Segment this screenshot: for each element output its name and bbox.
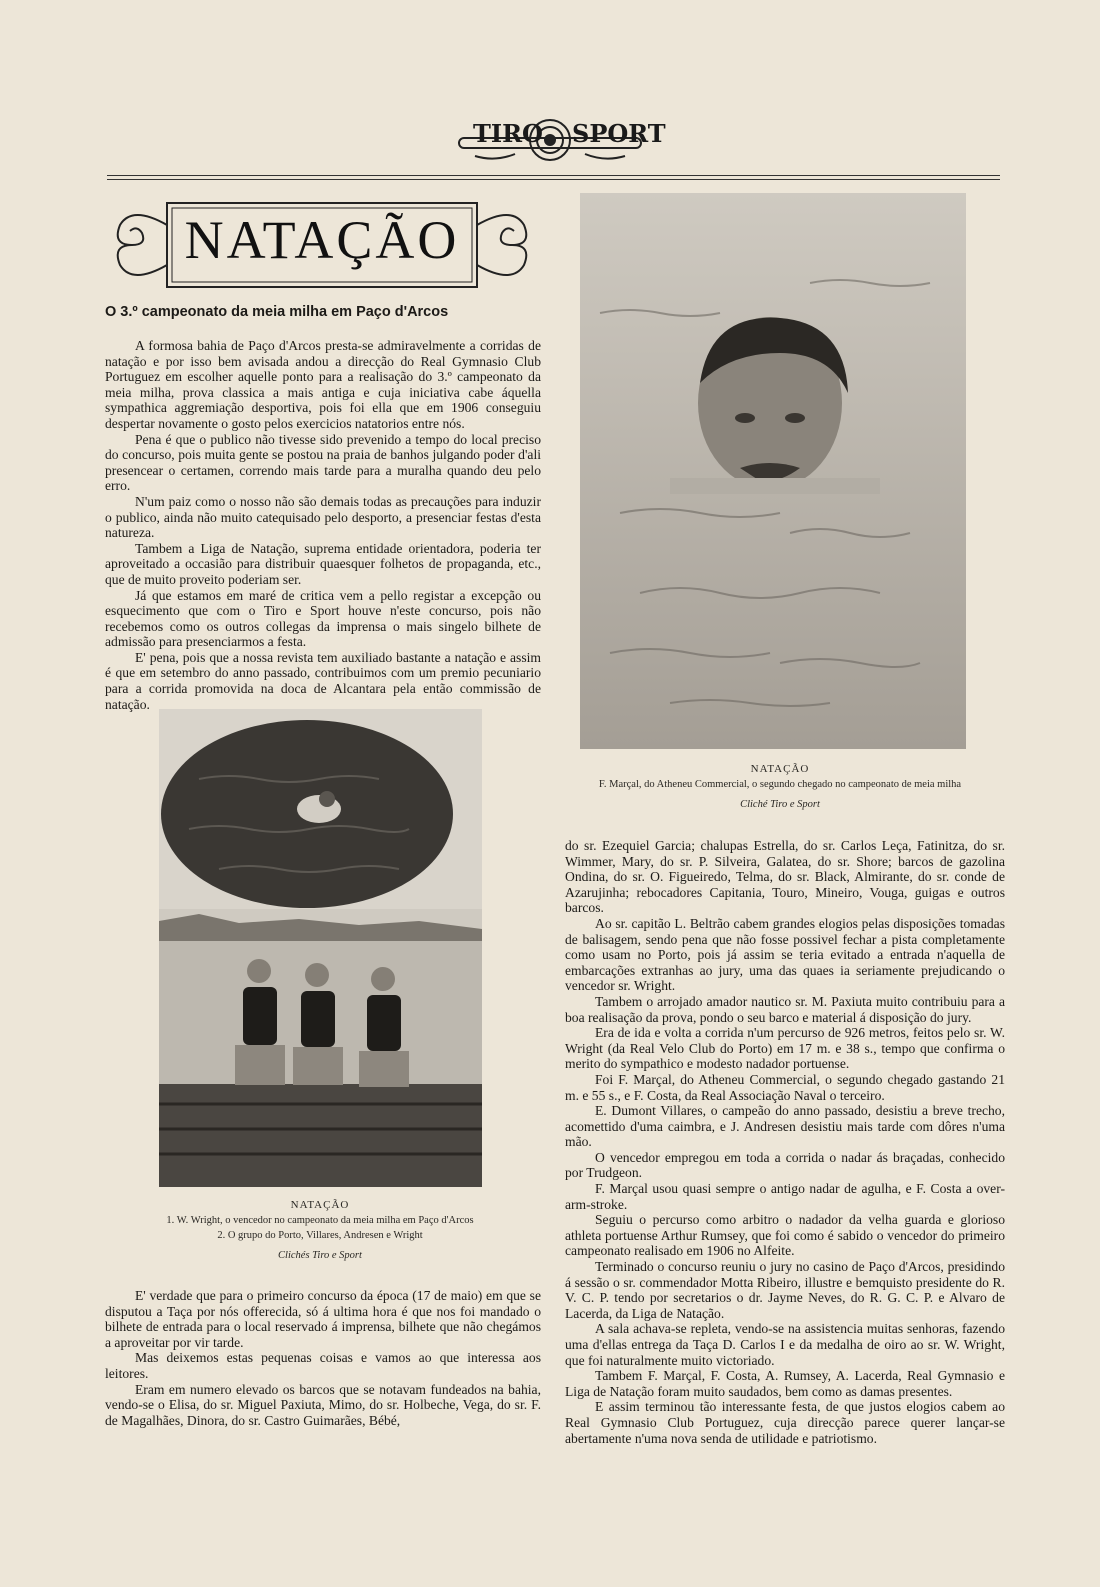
paragraph: Tambem F. Marçal, F. Costa, A. Rumsey, A. Lacerda, Real Gymnasio e Liga de Natação foram muito saudados, bem como as damas presentes. xyxy=(565,1368,1005,1399)
section-title-frame xyxy=(112,195,532,295)
caption-text: 2. O grupo do Porto, Villares, Andresen e Wright xyxy=(217,1230,423,1241)
paragraph: Pena é que o publico não tivesse sido prevenido a tempo do local preciso do concurso, pois muita gente se postou na praia de banhos julgando poder d'ali presencear o certamen, correndo mais tarde para a muralha quando deu pelo erro. xyxy=(105,431,541,494)
paragraph: E' verdade que para o primeiro concurso da época (17 de maio) em que se disputou a Taça por nós offerecida, só á ultima hora é que nos foi mandado o bilhete de entrada para o local reservado á imprensa, bilhete que não chegámos a aproveitar por vir tarde. xyxy=(105,1288,541,1350)
header-rule xyxy=(107,179,1000,180)
tiro-sport-logo xyxy=(455,110,666,172)
paragraph: A sala achava-se repleta, vendo-se na assistencia muitas senhoras, fazendo uma d'ellas entrega da Taça D. Carlos I e da medalha de oiro ao sr. W. Wright, que foi naturalmente muito victoriado. xyxy=(565,1321,1005,1368)
paragraph: do sr. Ezequiel Garcia; chalupas Estrella, do sr. Carlos Leça, Fatinitza, do sr. Wimmer, Mary, do sr. P. Silveira, Galatea, do sr. Shore; barcos de gazolina Ondina, do sr. O. Figueiredo, Telma, do sr. Black, Almirante, do sr. conde de Azarujinha; rebocadores Capitania, Touro, Mineiro, Vouga, guigas e outros barcos. xyxy=(565,838,1005,916)
caption-label: NATAÇÃO xyxy=(290,1199,350,1211)
masthead-logo xyxy=(455,110,666,172)
article-subhead: O 3.º campeonato da meia milha em Paço d'Arcos xyxy=(105,304,449,320)
paragraph: E' pena, pois que a nossa revista tem auxiliado bastante a natação e assim é que em setembro do anno passado, contribuimos com um premio pecuniario para a corrida promovida na doca de Alcantara pela então commissão de natação. xyxy=(105,649,541,712)
swimmer-portrait-photo xyxy=(580,193,966,749)
article-column-left-bottom xyxy=(105,1288,541,1428)
article-column-left-top xyxy=(105,338,541,712)
photo-credit: Cliché Tiro e Sport xyxy=(740,799,820,810)
paragraph: Tambem a Liga de Natação, suprema entidade orientadora, poderia ter aproveitado a occasião para distribuir quaesquer folhetos de propaganda, etc., que de muito proveito poderiam ser. xyxy=(105,540,541,587)
svg-text:TIRO: TIRO xyxy=(473,119,543,148)
paragraph: Ao sr. capitão L. Beltrão cabem grandes elogios pelas disposições tomadas de balisagem, sendo pena que não fosse possivel fechar a pista completamente como usam no Porto, pois já assim se teria evitado a entrada n'aquella de embarcações extranhas ao jury, uma das quaes ia seriamente prejudicando o vencedor sr. Wright. xyxy=(565,915,1005,994)
article-column-right xyxy=(565,838,1005,1446)
caption-label: NATAÇÃO xyxy=(750,763,810,775)
paragraph: Mas deixemos estas pequenas coisas e vamos ao que interessa aos leitores. xyxy=(105,1350,541,1381)
paragraph: Foi F. Marçal, do Atheneu Commercial, o segundo chegado gastando 21 m. e 55 s., e F. Costa, da Real Associação Naval o terceiro. xyxy=(565,1071,1005,1103)
paragraph: A formosa bahia de Paço d'Arcos presta-se admiravelmente a corridas de natação e por isso bem avisada andou a direcção do Real Gymnasio Club Portuguez em escolher aquelle ponto para a realisação do 3.º campeonato da meia milha, prova classica a mais antiga e cuja iniciativa cabe áquella sympathica aggremiação desportiva, pois foi ella que em 1906 conseguiu despertar novamente o gosto pelos exercicios natatorios entre nós. xyxy=(105,338,541,431)
caption-text: F. Marçal, do Atheneu Commercial, o segundo chegado no campeonato de meia milha xyxy=(598,779,962,790)
photo-caption-group xyxy=(130,1198,510,1263)
paragraph: N'um paiz como o nosso não são demais todas as precauções para induzir o publico, ainda não muito catequisado pelo desporto, a presenciar festas d'esta natureza. xyxy=(105,493,541,541)
svg-text:SPORT: SPORT xyxy=(572,119,666,148)
paragraph: E. Dumont Villares, o campeão do anno passado, desistiu a breve trecho, acomettido d'uma caimbra, e J. Andresen desistiu mais tarde com dôres n'uma mão. xyxy=(565,1103,1005,1150)
paragraph: O vencedor empregou em toda a corrida o nadar ás braçadas, conhecido por Trudgeon. xyxy=(565,1149,1005,1181)
paragraph: Seguiu o percurso como arbitro o nadador da velha guarda e glorioso athleta portuense Arthur Rumsey, que foi como é sabido o vencedor do primeiro campeonato realisado em 1906 no Alfeite. xyxy=(565,1212,1005,1259)
paragraph: Terminado o concurso reuniu o jury no casino de Paço d'Arcos, presidindo á sessão o sr. commendador Motta Ribeiro, illustre e bemquisto presidente do R. V. C. P. tendo por secretarios o dr. Jayme Neves, do R. G. C. P. e Alvaro de Lacerda, da Liga de Natação. xyxy=(565,1259,1005,1321)
swimmers-group-photo xyxy=(159,709,482,1187)
caption-text: 1. W. Wright, o vencedor no campeonato da meia milha em Paço d'Arcos xyxy=(166,1215,474,1226)
page-title: NATAÇÃO xyxy=(184,210,460,270)
photo-caption-portrait xyxy=(560,762,1000,812)
photo-credit: Clichés Tiro e Sport xyxy=(278,1250,362,1261)
paragraph: E assim terminou tão interessante festa, de que justos elogios cabem ao Real Gymnasio Club Portuguez, cuja direcção parece querer lançar-se abertamente n'uma nova senda de utilidade e patriotismo. xyxy=(565,1399,1005,1446)
paragraph: Era de ida e volta a corrida n'um percurso de 926 metros, feitos pelo sr. W. Wright (da Real Velo Club do Porto) em 17 m. e 38 s., tempo que confirma o merito do sympathico e modesto nadador portuense. xyxy=(565,1025,1005,1072)
paragraph: Já que estamos em maré de critica vem a pello registar a excepção ou esquecimento que com o Tiro e Sport houve n'este concurso, pois não recebemos como os outros collegas da imprensa o mais singelo bilhete de admissão para presenciarmos a festa. xyxy=(105,587,541,650)
paragraph: F. Marçal usou quasi sempre o antigo nadar de agulha, e F. Costa a over-arm-stroke. xyxy=(565,1181,1005,1212)
header-rule xyxy=(107,175,1000,176)
paragraph: Tambem o arrojado amador nautico sr. M. Paxiuta muito contribuiu para a boa realisação da prova, pondo o seu barco e material á disposição do jury. xyxy=(565,993,1005,1025)
paragraph: Eram em numero elevado os barcos que se notavam fundeados na bahia, vendo-se o Elisa, do sr. Miguel Paxiuta, Mimo, do sr. Holbeche, Vega, do sr. F. de Magalhães, Dinora, do sr. Castro Guimarães, Bébé, xyxy=(105,1381,541,1428)
